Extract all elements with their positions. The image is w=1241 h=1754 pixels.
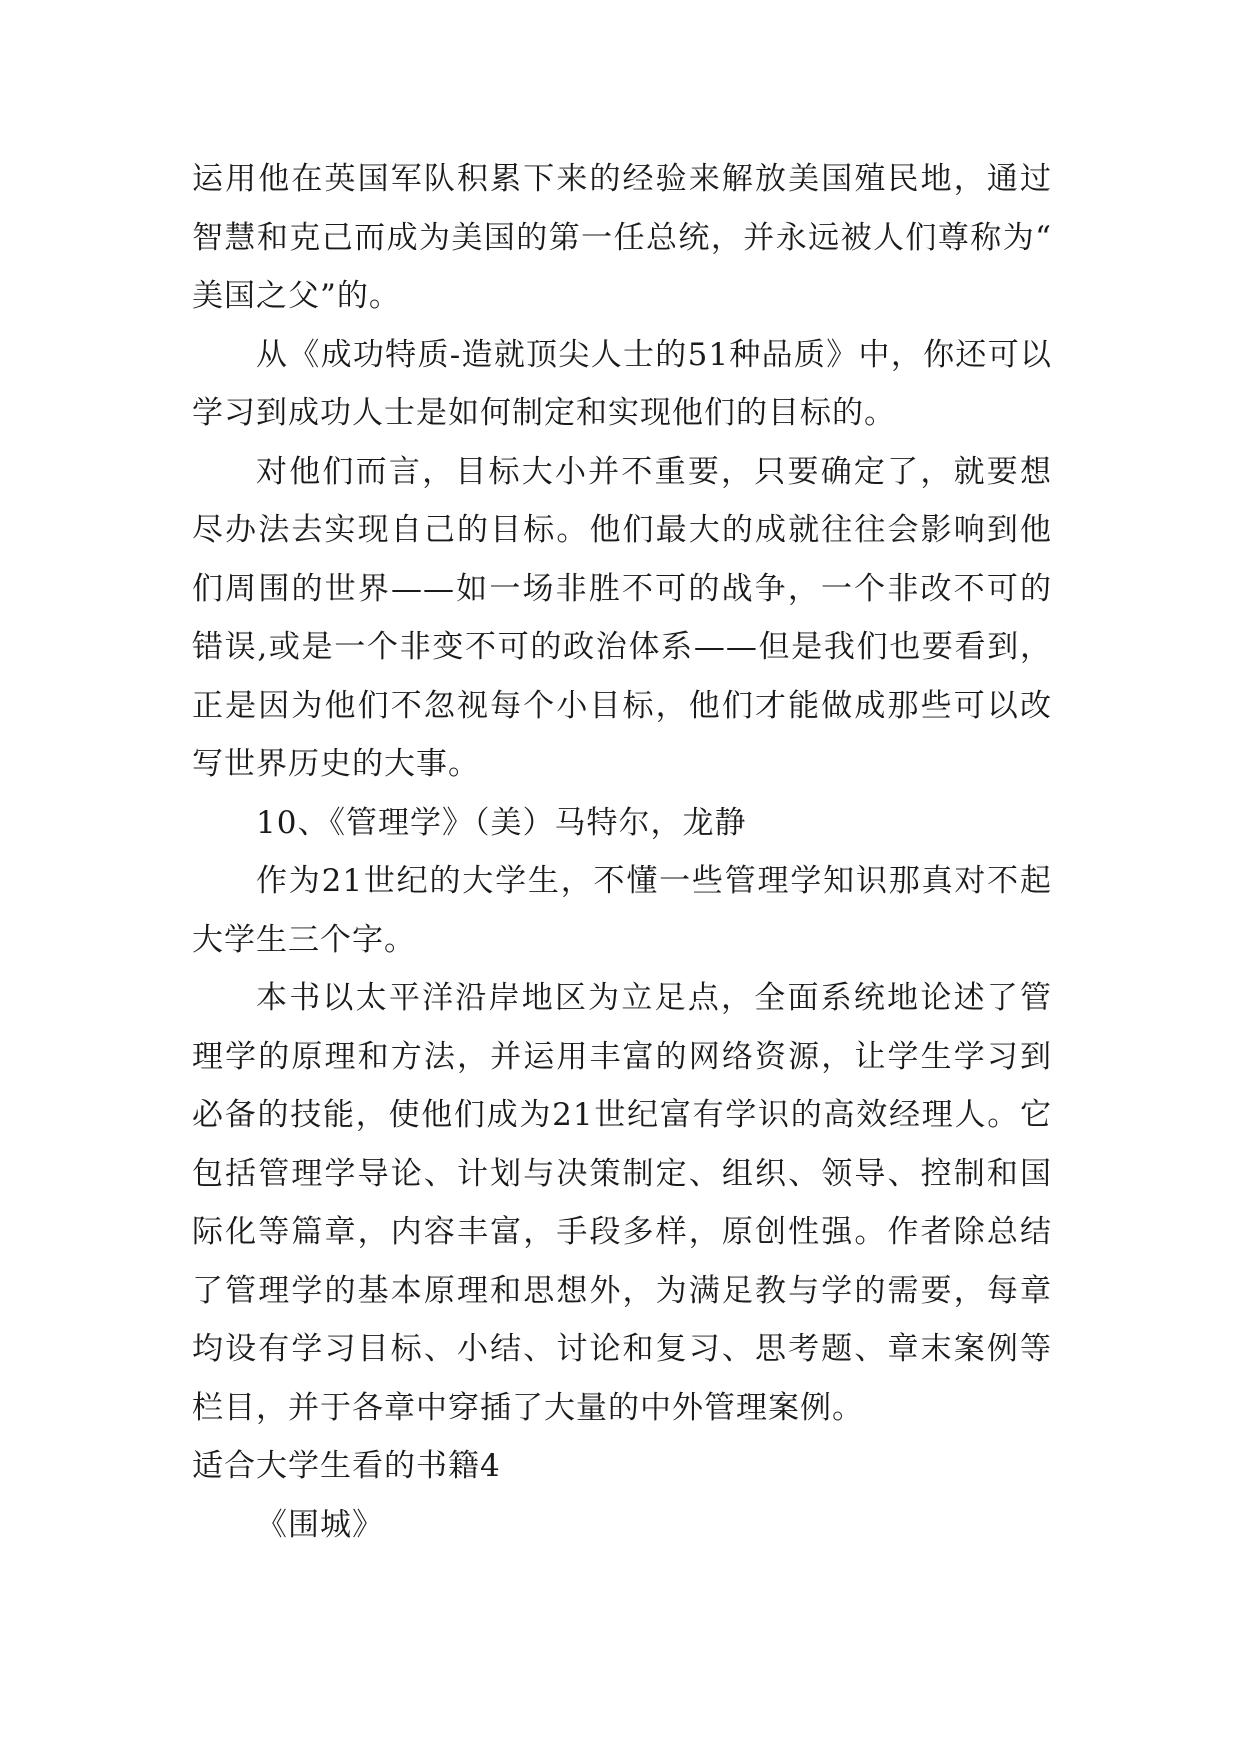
book-title-weicheng: 《围城》 [256, 1506, 384, 1543]
paragraph-management-description: 本书以太平洋沿岸地区为立足点，全面系统地论述了管理学的原理和方法，并运用丰富的网络资源，让学生学习到必备的技能，使他们成为21世纪富有学识的高效经理人。它包括管理学导论、计划与决策制定、组织、领导、控制和国际化等篇章，内容丰富，手段多样，原创性强。作者除总结了管理学的基本原理和思想外，为满足教与学的需要，每章均设有学习目标、小结、讨论和复习、思考题、章末案例等栏目，并于各章中穿插了大量的中外管理案例。 [192, 980, 1052, 1426]
paragraph-washington: 运用他在英国军队积累下来的经验来解放美国殖民地，通过智慧和克己而成为美国的第一任总统，并永远被人们尊称为“ 美国之父”的。 [192, 161, 1052, 314]
section-heading: 适合大学生看的书籍4 [192, 1448, 501, 1484]
paragraph-success-traits: 从《成功特质-造就顶尖人士的51种品质》中，你还可以学习到成功人士是如何制定和实现他们的目标的。 [192, 336, 1052, 431]
paragraph-management-intro: 作为21世纪的大学生，不懂一些管理学知识那真对不起大学生三个字。 [192, 863, 1052, 958]
book-entry-management: 10、《管理学》（美）马特尔，龙静 [256, 804, 747, 841]
document-body [192, 150, 1052, 1554]
paragraph-goals: 对他们而言，目标大小并不重要，只要确定了，就要想尽办法去实现自己的目标。他们最大的成就往往会影响到他们周围的世界——如一场非胜不可的战争，一个非改不可的错误,或是一个非变不可的政治体系——但是我们也要看到，正是因为他们不忽视每个小目标，他们才能做成那些可以改写世界历史的大事。 [192, 453, 1052, 782]
